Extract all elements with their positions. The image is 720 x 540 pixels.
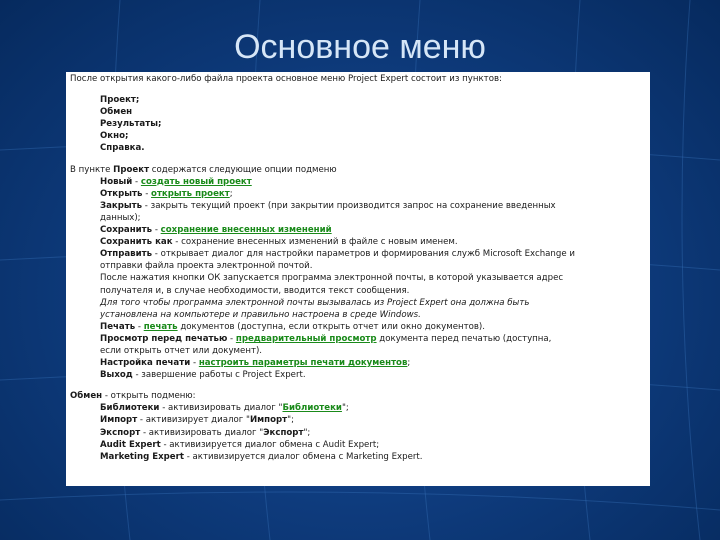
option-send-line4: получателя и, в случае необходимости, вводится текст сообщения. — [100, 285, 410, 296]
option-libraries: Библиотеки - активизировать диалог "Библиотеки"; — [100, 403, 349, 414]
option-print-preview-cont: если открыть отчет или документ). — [100, 345, 263, 356]
menu-item-exchange: Обмен — [100, 107, 133, 118]
document-body — [70, 73, 644, 463]
option-save-as: Сохранить как - сохранение внесенных изменений в файле с новым именем. — [100, 237, 458, 248]
option-audit-expert: Audit Expert - активизируется диалог обмена с Audit Expert; — [100, 439, 380, 450]
link-print[interactable]: печать — [143, 321, 178, 332]
option-print-setup: Настройка печати - настроить параметры печати документов; — [100, 358, 411, 369]
option-close-cont: данных); — [100, 212, 141, 223]
menu-item-help: Справка. — [100, 143, 145, 154]
project-submenu-intro: В пункте Проект содержатся следующие опции подменю — [70, 164, 337, 175]
document-panel — [66, 72, 650, 486]
menu-item-project: Проект; — [100, 95, 140, 106]
link-print-setup[interactable]: настроить параметры печати документов — [198, 358, 408, 369]
link-print-preview[interactable]: предварительный просмотр — [235, 333, 377, 344]
option-marketing-expert: Marketing Expert - активизируется диалог обмена с Marketing Expert. — [100, 451, 423, 462]
option-send: Отправить - открывает диалог для настройки параметров и формирования служб Microsoft Exchange и — [100, 249, 575, 260]
link-libraries[interactable]: Библиотеки — [282, 403, 342, 414]
link-open-project[interactable]: открыть проект — [151, 188, 230, 199]
option-print-preview: Просмотр перед печатью - предварительный просмотр документа перед печатью (доступна, — [100, 333, 552, 344]
option-new: Новый - создать новый проект — [100, 176, 252, 187]
option-close: Закрыть - закрыть текущий проект (при закрытии производится запрос на сохранение введенных — [100, 200, 556, 211]
option-export: Экспорт - активизировать диалог "Экспорт"; — [100, 427, 311, 438]
intro-line: После открытия какого-либо файла проекта основное меню Project Expert состоит из пунктов: — [70, 74, 502, 84]
link-create-project[interactable]: создать новый проект — [140, 176, 252, 187]
menu-item-results: Результаты; — [100, 119, 162, 130]
option-print: Печать - печать документов (доступна, если открыть отчет или окно документов). — [100, 321, 486, 332]
menu-item-window: Окно; — [100, 131, 129, 142]
option-send-line3: После нажатия кнопки ОК запускается программа электронной почты, в которой указывается адрес — [100, 273, 564, 284]
option-send-note2: установлена на компьютере и правильно настроена в среде Windows. — [100, 309, 421, 320]
option-save: Сохранить - сохранение внесенных изменений — [100, 225, 332, 236]
option-send-note1: Для того чтобы программа электронной почты вызывалась из Project Expert она должна быть — [100, 297, 530, 308]
link-save-changes[interactable]: сохранение внесенных изменений — [160, 225, 332, 236]
option-send-line2: отправки файла проекта электронной почтой. — [100, 261, 313, 272]
option-open: Открыть - открыть проект; — [100, 188, 233, 199]
slide-title: Основное меню — [234, 28, 486, 66]
option-import: Импорт - активизирует диалог "Импорт"; — [100, 415, 294, 426]
option-exit: Выход - завершение работы с Project Expert. — [100, 370, 306, 381]
exchange-submenu-intro: Обмен - открыть подменю: — [70, 391, 196, 402]
